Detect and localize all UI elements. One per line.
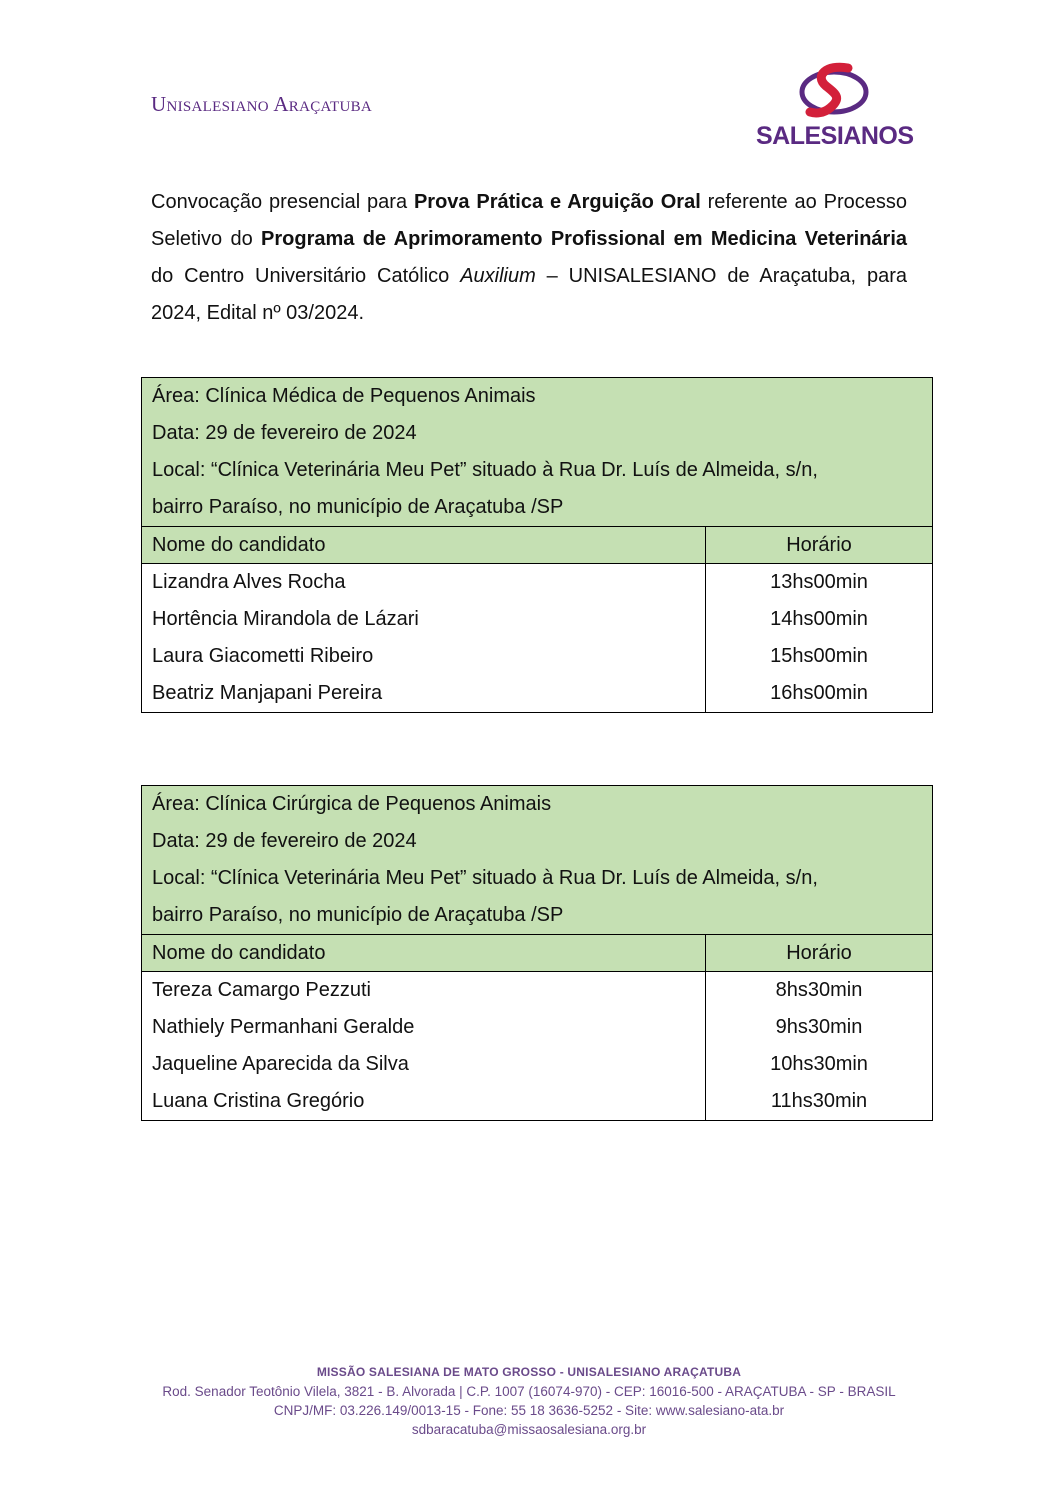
candidate-time: 9hs30min <box>706 1009 933 1046</box>
candidate-time: 13hs00min <box>706 564 933 602</box>
salesianos-emblem-icon <box>796 62 872 120</box>
institution-name: Unisalesiano Araçatuba <box>151 92 373 116</box>
column-header-time: Horário <box>706 527 933 564</box>
candidate-name: Tereza Camargo Pezzuti <box>142 972 706 1010</box>
area-label: Área: Clínica Médica de Pequenos Animais <box>152 385 536 407</box>
candidate-time: 16hs00min <box>706 675 933 713</box>
candidate-name: Beatriz Manjapani Pereira <box>142 675 706 713</box>
location-label-cont: bairro Paraíso, no município de Araçatuba /SP <box>152 496 564 518</box>
schedule-table-clinica-cirurgica <box>141 785 933 1121</box>
candidate-name: Lizandra Alves Rocha <box>142 564 706 602</box>
page-footer <box>0 1362 1058 1439</box>
candidate-name: Nathiely Permanhani Geralde <box>142 1009 706 1046</box>
footer-organization: MISSÃO SALESIANA DE MATO GROSSO - UNISALESIANO ARAÇATUBA <box>316 1365 742 1379</box>
candidate-name: Luana Cristina Gregório <box>142 1083 706 1121</box>
table-row <box>142 638 933 675</box>
candidate-name: Laura Giacometti Ribeiro <box>142 638 706 675</box>
table-row <box>142 972 933 1010</box>
salesianos-logo <box>756 62 912 152</box>
table-row <box>142 1046 933 1083</box>
schedule-table-clinica-medica <box>141 377 933 713</box>
date-label: Data: 29 de fevereiro de 2024 <box>152 830 417 852</box>
column-header-name: Nome do candidato <box>142 527 706 564</box>
table-row <box>142 601 933 638</box>
logo-wordmark: SALESIANOS <box>756 122 914 150</box>
intro-paragraph: Convocação presencial para Prova Prática e Arguição Oral referente ao Processo Seletivo do Programa de Aprimoramento Profissional em Medicina Veterinária do Centro Universitário Católico Auxilium – UNISALESIANO de Araçatuba, para 2024, Edital nº 03/2024. <box>151 191 908 324</box>
location-label-cont: bairro Paraíso, no município de Araçatuba /SP <box>152 904 564 926</box>
candidate-time: 14hs00min <box>706 601 933 638</box>
candidate-name: Jaqueline Aparecida da Silva <box>142 1046 706 1083</box>
candidate-name: Hortência Mirandola de Lázari <box>142 601 706 638</box>
area-label: Área: Clínica Cirúrgica de Pequenos Animais <box>152 793 552 815</box>
table-header-info <box>142 786 933 935</box>
table-row <box>142 675 933 713</box>
footer-address: Rod. Senador Teotônio Vilela, 3821 - B. Alvorada | C.P. 1007 (16074-970) - CEP: 16016-500 - ARAÇATUBA - SP - BRASIL <box>162 1384 896 1399</box>
table-header-info <box>142 378 933 527</box>
candidate-time: 11hs30min <box>706 1083 933 1121</box>
footer-email: sdbaracatuba@missaosalesiana.org.br <box>411 1422 647 1437</box>
candidate-time: 8hs30min <box>706 972 933 1010</box>
footer-contact: CNPJ/MF: 03.226.149/0013-15 - Fone: 55 18 3636-5252 - Site: www.salesiano-ata.br <box>273 1403 785 1418</box>
table-row <box>142 1083 933 1121</box>
candidate-time: 15hs00min <box>706 638 933 675</box>
column-header-time: Horário <box>706 935 933 972</box>
location-label: Local: “Clínica Veterinária Meu Pet” situado à Rua Dr. Luís de Almeida, s/n, <box>152 459 818 481</box>
table-row <box>142 1009 933 1046</box>
date-label: Data: 29 de fevereiro de 2024 <box>152 422 417 444</box>
candidate-time: 10hs30min <box>706 1046 933 1083</box>
table-row <box>142 564 933 602</box>
location-label: Local: “Clínica Veterinária Meu Pet” situado à Rua Dr. Luís de Almeida, s/n, <box>152 867 818 889</box>
column-header-name: Nome do candidato <box>142 935 706 972</box>
